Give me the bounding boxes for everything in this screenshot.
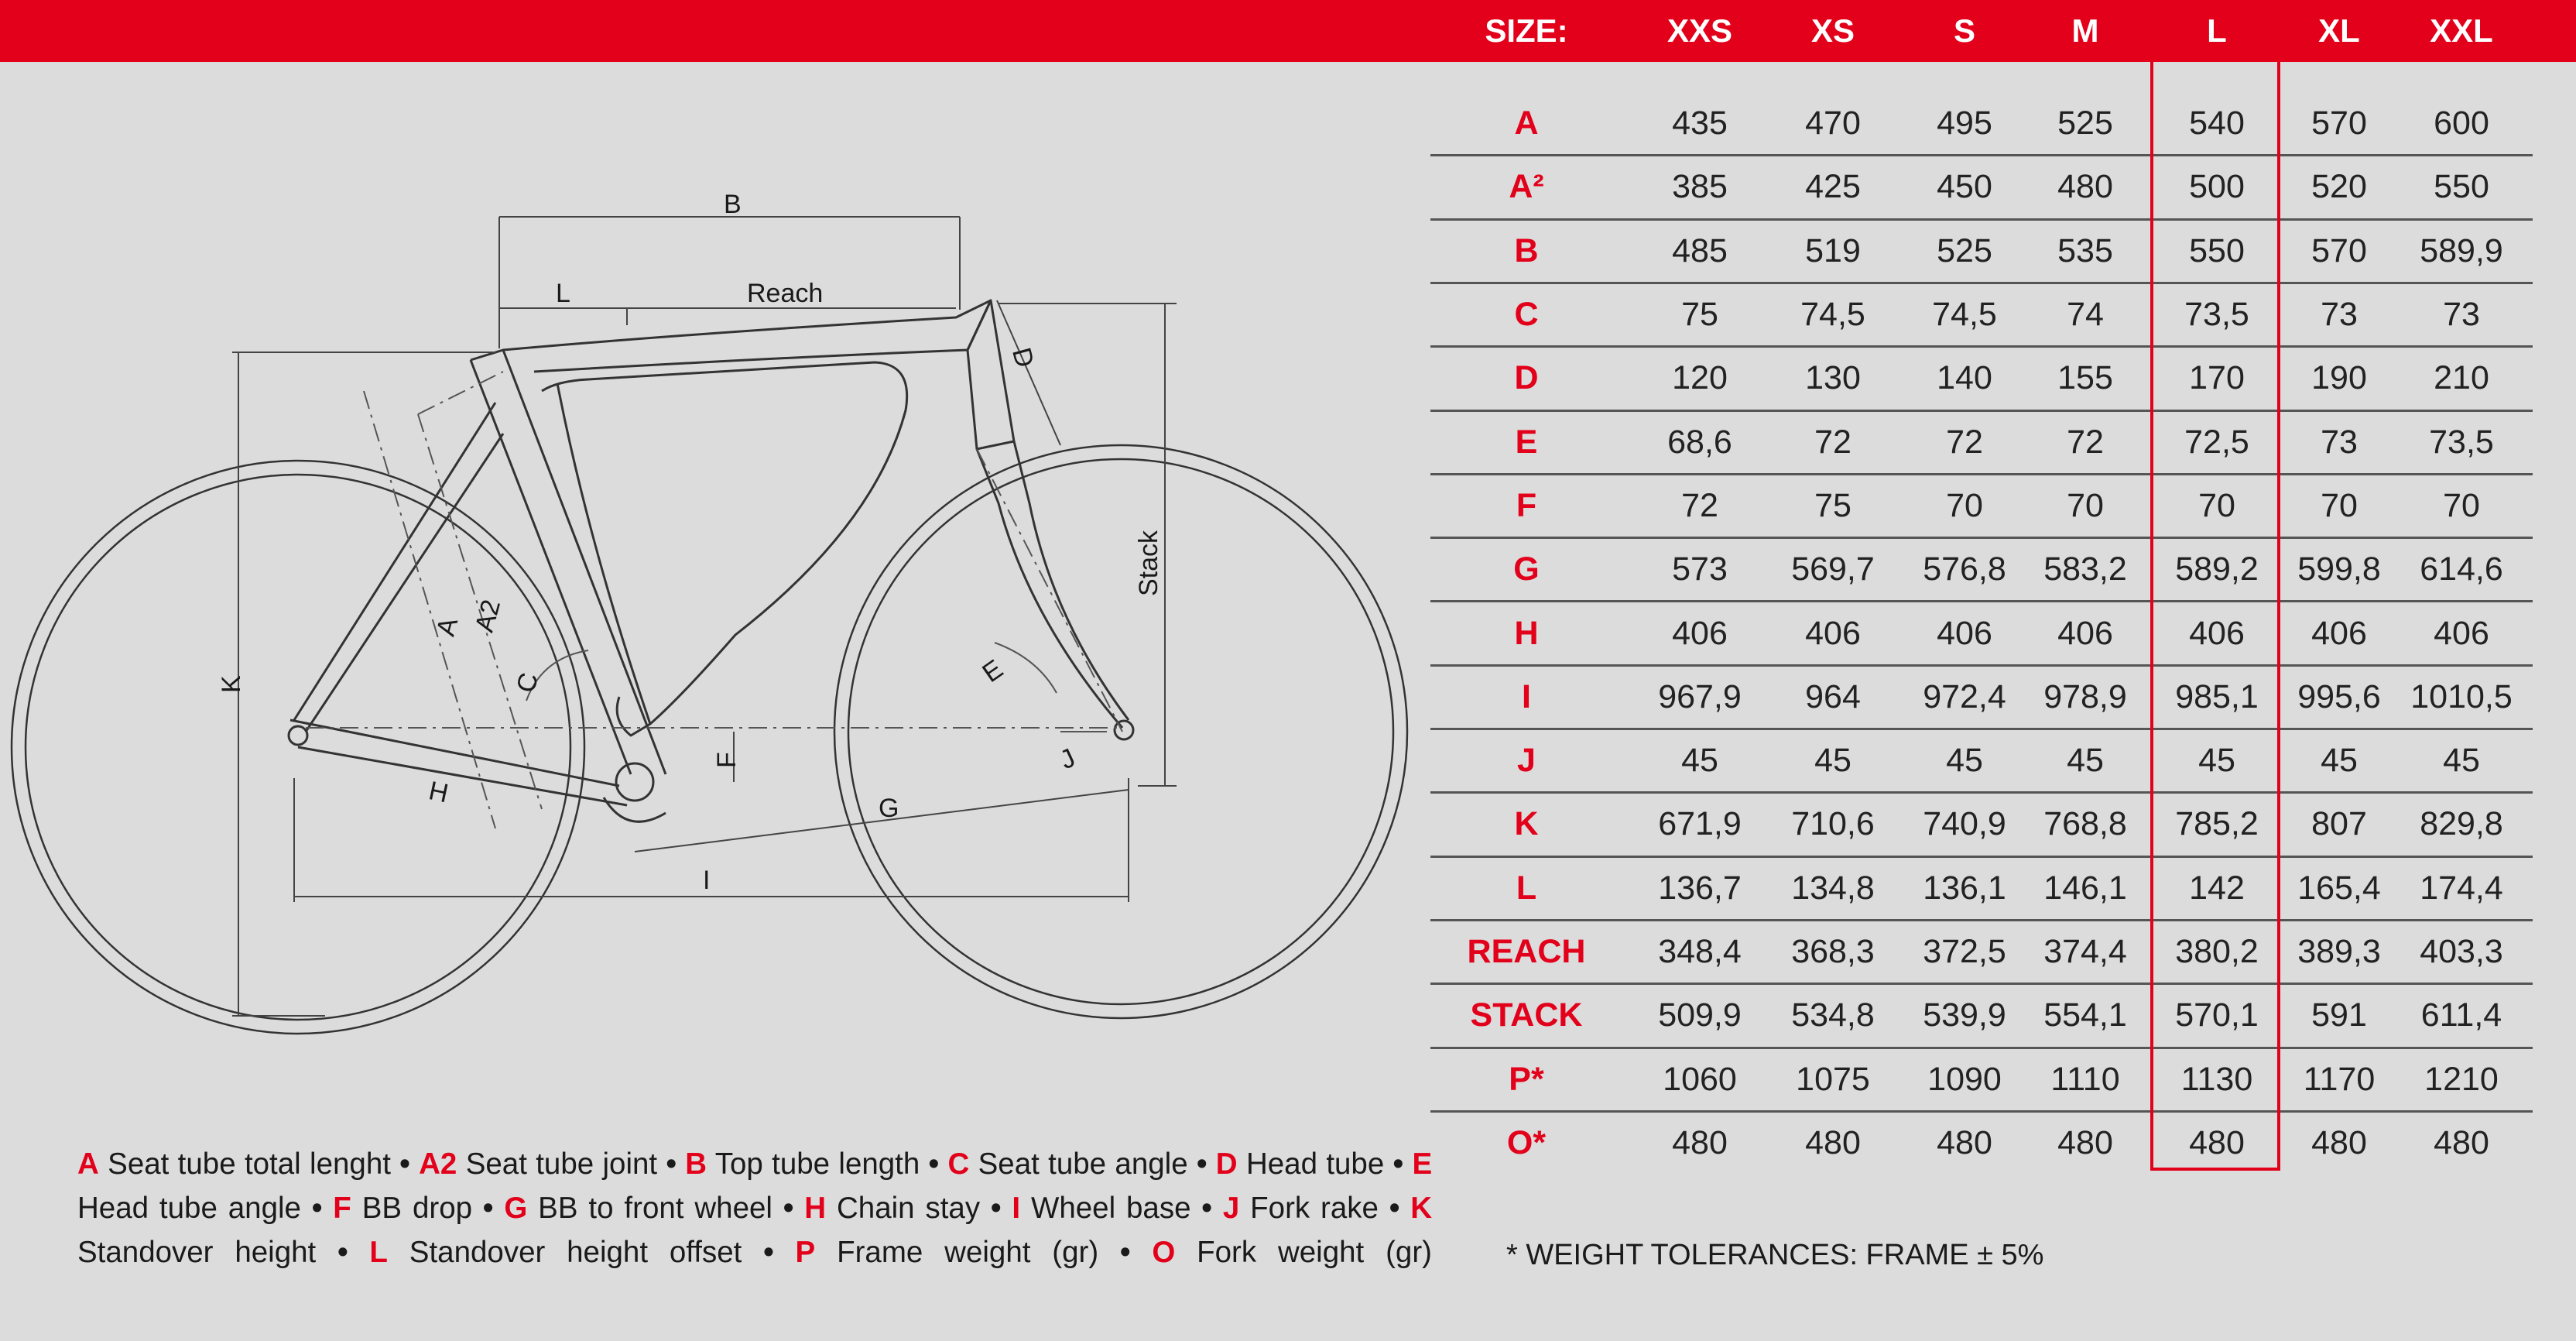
- table-cell: 485: [1672, 232, 1728, 269]
- table-cell: 210: [2434, 359, 2489, 397]
- row-label: A: [1514, 105, 1539, 142]
- table-cell: 385: [1672, 168, 1728, 206]
- table-cell: 73,5: [2184, 296, 2249, 334]
- table-cell: 539,9: [1923, 996, 2006, 1034]
- legend-separator: •: [482, 1192, 494, 1225]
- table-cell: 74,5: [1932, 296, 1997, 334]
- table-cell: 165,4: [2297, 869, 2381, 907]
- table-cell: 614,6: [2420, 550, 2503, 588]
- legend-key: J: [1222, 1192, 1240, 1225]
- table-cell: 75: [1814, 486, 1852, 524]
- table-cell: 70: [2198, 486, 2235, 524]
- table-cell: 740,9: [1923, 805, 2006, 843]
- size-header-m: M: [2071, 12, 2099, 49]
- row-label: B: [1514, 232, 1539, 269]
- table-cell: 710,6: [1791, 805, 1875, 843]
- legend-separator: •: [1119, 1236, 1131, 1269]
- row-divider: [1430, 983, 2533, 985]
- row-divider: [1430, 345, 2533, 348]
- table-cell: 425: [1805, 168, 1861, 206]
- legend-text: Seat tube angle: [978, 1147, 1188, 1181]
- row-divider: [1430, 282, 2533, 284]
- table-cell: 591: [2311, 996, 2367, 1034]
- table-cell: 72: [1946, 423, 1983, 461]
- table-cell: 190: [2311, 359, 2367, 397]
- table-cell: 406: [2057, 614, 2113, 652]
- legend-key: E: [1412, 1147, 1433, 1181]
- size-header-xxs: XXS: [1667, 12, 1733, 49]
- table-cell: 45: [1946, 742, 1983, 780]
- highlighted-size-column: [2150, 3, 2280, 1171]
- table-cell: 45: [2067, 742, 2104, 780]
- row-label: L: [1516, 869, 1537, 907]
- table-cell: 45: [1681, 742, 1718, 780]
- table-cell: 380,2: [2175, 933, 2259, 971]
- table-cell: 73: [2321, 423, 2358, 461]
- table-cell: 72: [2067, 423, 2104, 461]
- table-cell: 1090: [1927, 1060, 2002, 1098]
- row-label: H: [1514, 614, 1539, 652]
- table-cell: 130: [1805, 359, 1861, 397]
- size-header-xl: XL: [2318, 12, 2360, 49]
- table-cell: 406: [1937, 614, 1992, 652]
- table-cell: 70: [1946, 486, 1983, 524]
- table-cell: 70: [2321, 486, 2358, 524]
- table-cell: 389,3: [2297, 933, 2381, 971]
- table-cell: 72: [1814, 423, 1852, 461]
- table-cell: 120: [1672, 359, 1728, 397]
- table-cell: 68,6: [1667, 423, 1732, 461]
- legend-key: F: [333, 1192, 351, 1225]
- row-label: I: [1522, 677, 1531, 715]
- table-cell: 972,4: [1923, 677, 2006, 715]
- row-label: E: [1515, 423, 1538, 461]
- legend-separator: •: [399, 1147, 410, 1181]
- table-cell: 75: [1681, 296, 1718, 334]
- table-cell: 570: [2311, 105, 2367, 142]
- legend-key: C: [947, 1147, 970, 1181]
- row-label: C: [1514, 296, 1539, 334]
- table-cell: 73,5: [2429, 423, 2494, 461]
- row-label: A²: [1509, 168, 1544, 206]
- size-header-s: S: [1953, 12, 1975, 49]
- table-cell: 374,4: [2043, 933, 2127, 971]
- row-divider: [1430, 664, 2533, 667]
- row-label: P*: [1509, 1060, 1544, 1098]
- table-cell: 576,8: [1923, 550, 2006, 588]
- legend-text: Wheel base: [1031, 1192, 1191, 1225]
- table-cell: 964: [1805, 677, 1861, 715]
- legend-key: O: [1152, 1236, 1176, 1269]
- table-cell: 550: [2434, 168, 2489, 206]
- legend-text: Frame weight (gr): [837, 1236, 1099, 1269]
- table-cell: 480: [1805, 1123, 1861, 1161]
- table-cell: 554,1: [2043, 996, 2127, 1034]
- table-cell: 480: [2434, 1123, 2489, 1161]
- tolerance-note: * WEIGHT TOLERANCES: FRAME ± 5%: [1506, 1239, 2044, 1271]
- legend-key: K: [1410, 1192, 1433, 1225]
- row-divider: [1430, 791, 2533, 794]
- legend-text: Head tube angle: [77, 1192, 301, 1225]
- legend-text: Fork rake: [1250, 1192, 1379, 1225]
- row-divider: [1430, 600, 2533, 602]
- row-divider: [1430, 728, 2533, 730]
- table-cell: 500: [2189, 168, 2245, 206]
- table-cell: 45: [2443, 742, 2480, 780]
- table-cell: 450: [1937, 168, 1992, 206]
- table-cell: 573: [1672, 550, 1728, 588]
- table-cell: 570,1: [2175, 996, 2259, 1034]
- row-label: D: [1514, 359, 1539, 397]
- table-cell: 142: [2189, 869, 2245, 907]
- label-E: E: [977, 653, 1009, 689]
- table-cell: 74: [2067, 296, 2104, 334]
- legend-text: Standover height offset: [409, 1236, 742, 1269]
- legend-key: A2: [419, 1147, 457, 1181]
- table-cell: 72: [1681, 486, 1718, 524]
- table-cell: 495: [1937, 105, 1992, 142]
- legend-separator: •: [1392, 1147, 1404, 1181]
- table-cell: 967,9: [1658, 677, 1742, 715]
- table-cell: 1170: [2303, 1060, 2376, 1098]
- table-cell: 45: [2198, 742, 2235, 780]
- table-cell: 1060: [1663, 1060, 1737, 1098]
- legend-text: BB to front wheel: [538, 1192, 772, 1225]
- row-divider: [1430, 154, 2533, 156]
- table-cell: 406: [2311, 614, 2367, 652]
- legend-key: B: [685, 1147, 707, 1181]
- table-cell: 534,8: [1791, 996, 1875, 1034]
- label-reach: Reach: [747, 279, 824, 308]
- row-divider: [1430, 473, 2533, 475]
- legend: [77, 1142, 1432, 1274]
- table-cell: 406: [2434, 614, 2489, 652]
- table-cell: 136,7: [1658, 869, 1742, 907]
- label-A2: A2: [469, 596, 507, 636]
- label-J: J: [1055, 743, 1080, 776]
- table-cell: 611,4: [2420, 996, 2502, 1034]
- label-stack: Stack: [1134, 530, 1163, 596]
- table-cell: 403,3: [2420, 933, 2503, 971]
- table-cell: 72,5: [2184, 423, 2249, 461]
- table-cell: 599,8: [2297, 550, 2381, 588]
- table-cell: 73: [2321, 296, 2358, 334]
- table-cell: 480: [2311, 1123, 2367, 1161]
- label-H: H: [426, 776, 451, 809]
- legend-separator: •: [763, 1236, 774, 1269]
- table-cell: 435: [1672, 105, 1728, 142]
- label-L: L: [556, 279, 570, 308]
- table-cell: 170: [2189, 359, 2245, 397]
- table-cell: 540: [2189, 105, 2245, 142]
- row-label: K: [1514, 805, 1539, 843]
- row-divider: [1430, 537, 2533, 539]
- table-cell: 136,1: [1923, 869, 2006, 907]
- label-C: C: [511, 669, 545, 696]
- table-cell: 73: [2443, 296, 2480, 334]
- table-cell: 155: [2057, 359, 2113, 397]
- table-cell: 1075: [1796, 1060, 1870, 1098]
- row-divider: [1430, 218, 2533, 221]
- table-cell: 140: [1937, 359, 1992, 397]
- table-cell: 372,5: [1923, 933, 2006, 971]
- table-cell: 978,9: [2043, 677, 2127, 715]
- label-G: G: [879, 794, 899, 823]
- table-cell: 583,2: [2043, 550, 2127, 588]
- size-header-xs: XS: [1810, 12, 1855, 49]
- label-K: K: [217, 675, 246, 693]
- table-cell: 174,4: [2420, 869, 2503, 907]
- legend-text: Head tube: [1245, 1147, 1385, 1181]
- label-B: B: [724, 190, 742, 219]
- row-divider: [1430, 856, 2533, 858]
- label-A: A: [430, 614, 464, 640]
- table-cell: 550: [2189, 232, 2245, 269]
- table-cell: 535: [2057, 232, 2113, 269]
- table-cell: 768,8: [2043, 805, 2127, 843]
- legend-separator: •: [1196, 1147, 1208, 1181]
- table-cell: 45: [1814, 742, 1852, 780]
- row-divider: [1430, 1110, 2533, 1113]
- table-cell: 480: [2057, 168, 2113, 206]
- table-cell: 406: [1805, 614, 1861, 652]
- legend-separator: •: [666, 1147, 677, 1181]
- legend-key: G: [504, 1192, 528, 1225]
- table-cell: 480: [1672, 1123, 1728, 1161]
- table-cell: 406: [1672, 614, 1728, 652]
- legend-key: L: [369, 1236, 388, 1269]
- table-cell: 368,3: [1791, 933, 1875, 971]
- table-cell: 480: [1937, 1123, 1992, 1161]
- legend-key: P: [795, 1236, 816, 1269]
- label-D: D: [1006, 345, 1040, 371]
- table-cell: 829,8: [2420, 805, 2503, 843]
- label-I: I: [703, 866, 711, 895]
- table-cell: 348,4: [1658, 933, 1742, 971]
- table-cell: 785,2: [2175, 805, 2259, 843]
- row-label: REACH: [1467, 933, 1586, 971]
- table-cell: 807: [2311, 805, 2367, 843]
- row-label: J: [1517, 742, 1536, 780]
- table-cell: 995,6: [2297, 677, 2381, 715]
- size-header-l: L: [2207, 12, 2227, 49]
- table-cell: 569,7: [1791, 550, 1875, 588]
- legend-separator: •: [1201, 1192, 1212, 1225]
- table-cell: 509,9: [1658, 996, 1742, 1034]
- table-cell: 480: [2057, 1123, 2113, 1161]
- legend-separator: •: [783, 1192, 794, 1225]
- table-cell: 134,8: [1791, 869, 1875, 907]
- table-cell: 519: [1805, 232, 1861, 269]
- legend-text: Seat tube total lenght: [108, 1147, 391, 1181]
- legend-text: Top tube length: [714, 1147, 920, 1181]
- table-cell: 74,5: [1800, 296, 1865, 334]
- legend-separator: •: [311, 1192, 323, 1225]
- table-cell: 985,1: [2175, 677, 2259, 715]
- legend-text: BB drop: [361, 1192, 473, 1225]
- legend-key: D: [1215, 1147, 1238, 1181]
- row-label: F: [1516, 486, 1537, 524]
- table-cell: 1110: [2050, 1060, 2120, 1098]
- row-divider: [1430, 410, 2533, 412]
- legend-text: Chain stay: [836, 1192, 981, 1225]
- legend-separator: •: [928, 1147, 940, 1181]
- legend-key: H: [804, 1192, 827, 1225]
- legend-separator: •: [1389, 1192, 1400, 1225]
- legend-separator: •: [991, 1192, 1002, 1225]
- table-cell: 520: [2311, 168, 2367, 206]
- row-label: G: [1513, 550, 1540, 588]
- table-cell: 1010,5: [2410, 677, 2513, 715]
- table-cell: 525: [1937, 232, 1992, 269]
- legend-text: Fork weight (gr): [1197, 1236, 1432, 1269]
- row-label: O*: [1506, 1123, 1547, 1161]
- legend-separator: •: [337, 1236, 348, 1269]
- row-divider: [1430, 919, 2533, 921]
- legend-text: Seat tube joint: [465, 1147, 658, 1181]
- label-F: F: [712, 752, 742, 768]
- table-cell: 1130: [2180, 1060, 2253, 1098]
- table-cell: 70: [2067, 486, 2104, 524]
- row-divider: [1430, 1047, 2533, 1049]
- table-cell: 589,2: [2175, 550, 2259, 588]
- table-cell: 570: [2311, 232, 2367, 269]
- legend-text: Standover height: [77, 1236, 317, 1269]
- size-header-xxl: XXL: [2430, 12, 2493, 49]
- table-cell: 470: [1805, 105, 1861, 142]
- table-cell: 600: [2434, 105, 2489, 142]
- table-cell: 70: [2443, 486, 2480, 524]
- size-header-label: SIZE:: [1485, 12, 1568, 49]
- table-cell: 525: [2057, 105, 2113, 142]
- table-cell: 45: [2321, 742, 2358, 780]
- table-cell: 1210: [2424, 1060, 2499, 1098]
- row-label: STACK: [1470, 996, 1583, 1034]
- legend-key: I: [1012, 1192, 1021, 1225]
- table-cell: 480: [2189, 1123, 2245, 1161]
- table-cell: 406: [2189, 614, 2245, 652]
- legend-key: A: [77, 1147, 99, 1181]
- table-cell: 146,1: [2043, 869, 2127, 907]
- table-cell: 589,9: [2420, 232, 2503, 269]
- table-cell: 671,9: [1658, 805, 1742, 843]
